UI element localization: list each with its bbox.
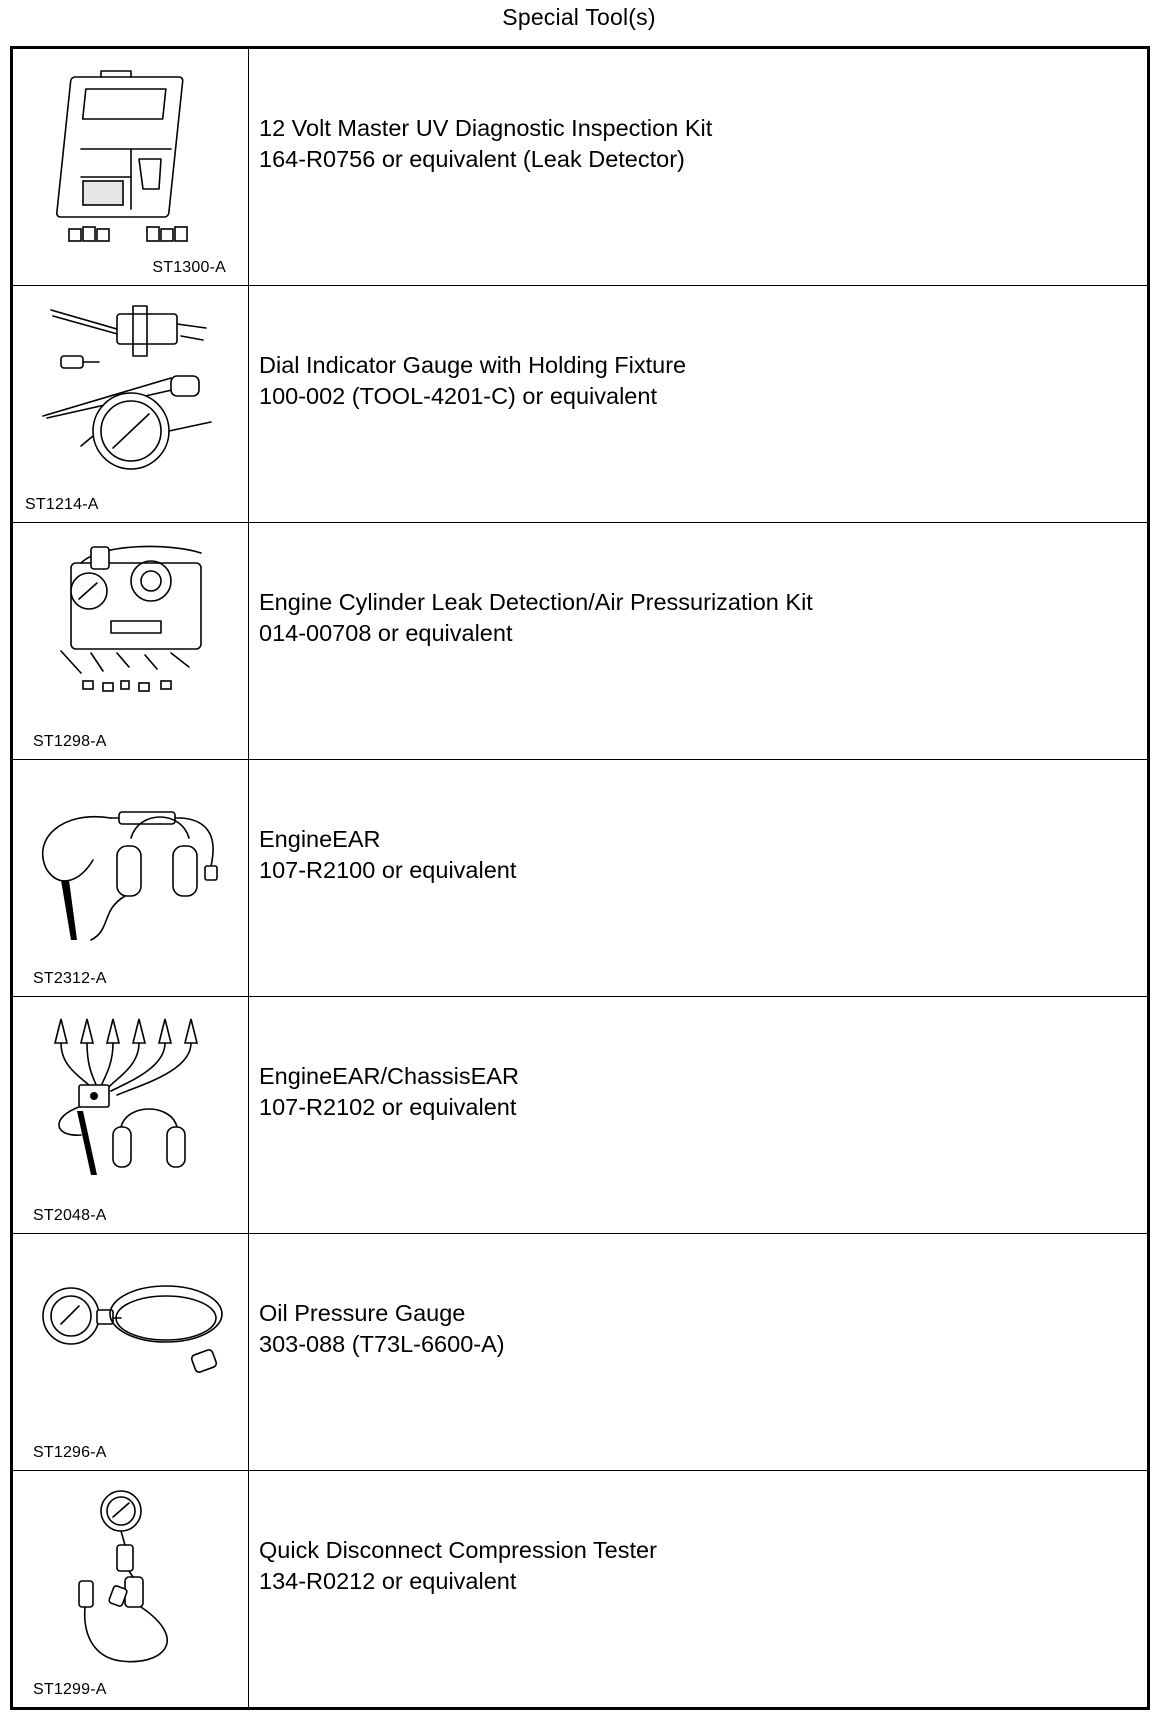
tool-row: [13, 760, 1147, 997]
tool-row: [13, 1234, 1147, 1471]
tool-code: ST2048-A: [33, 1207, 107, 1224]
tool-part-number: 134-R0212 or equivalent: [259, 1568, 517, 1594]
tool-description-cell: [249, 1234, 1147, 1470]
tool-part-number: 107-R2102 or equivalent: [259, 1094, 517, 1120]
tool-part-number: 014-00708 or equivalent: [259, 620, 513, 646]
tool-code: ST1296-A: [33, 1444, 107, 1461]
tool-code: ST1298-A: [33, 733, 107, 750]
special-tools-table: [10, 46, 1150, 1710]
tool-description-cell: [249, 997, 1147, 1233]
headphones-with-probe-icon: [21, 770, 241, 955]
uv-inspection-kit-case-icon: [21, 59, 241, 244]
tool-row: [13, 49, 1147, 286]
tool-description-cell: [249, 760, 1147, 996]
tool-name: Engine Cylinder Leak Detection/Air Pressurization Kit: [259, 589, 813, 615]
headphones-with-clamps-icon: [21, 1007, 241, 1192]
tool-name: 12 Volt Master UV Diagnostic Inspection Kit: [259, 115, 713, 141]
tool-name: EngineEAR/ChassisEAR: [259, 1063, 519, 1089]
tool-code: ST2312-A: [33, 970, 107, 987]
tool-name: Dial Indicator Gauge with Holding Fixture: [259, 352, 687, 378]
tool-illustration-cell: [13, 286, 249, 522]
tool-code: ST1300-A: [152, 259, 226, 276]
tool-part-number: 100-002 (TOOL-4201-C) or equivalent: [259, 383, 657, 409]
tool-row: [13, 523, 1147, 760]
tool-row: [13, 286, 1147, 523]
tool-row: [13, 1471, 1147, 1707]
leak-detection-kit-icon: [21, 533, 241, 718]
tool-illustration-cell: [13, 523, 249, 759]
tool-illustration-cell: [13, 49, 249, 285]
tool-description-cell: [249, 1471, 1147, 1707]
tool-row: [13, 997, 1147, 1234]
page-title: Special Tool(s): [502, 4, 656, 30]
tool-part-number: 303-088 (T73L-6600-A): [259, 1331, 505, 1357]
tool-description-cell: [249, 49, 1147, 285]
tool-code: ST1214-A: [25, 496, 99, 513]
tool-part-number: 164-R0756 or equivalent (Leak Detector): [259, 146, 685, 172]
tool-name: Oil Pressure Gauge: [259, 1300, 466, 1326]
tool-illustration-cell: [13, 1471, 249, 1707]
tool-code: ST1299-A: [33, 1681, 107, 1698]
tool-part-number: 107-R2100 or equivalent: [259, 857, 517, 883]
tool-description-cell: [249, 286, 1147, 522]
tool-description-cell: [249, 523, 1147, 759]
tool-name: EngineEAR: [259, 826, 381, 852]
tool-name: Quick Disconnect Compression Tester: [259, 1537, 657, 1563]
compression-tester-icon: [21, 1481, 241, 1666]
tool-illustration-cell: [13, 997, 249, 1233]
oil-pressure-gauge-icon: [21, 1244, 241, 1429]
tool-illustration-cell: [13, 760, 249, 996]
dial-indicator-gauge-icon: [21, 296, 241, 481]
tool-illustration-cell: [13, 1234, 249, 1470]
